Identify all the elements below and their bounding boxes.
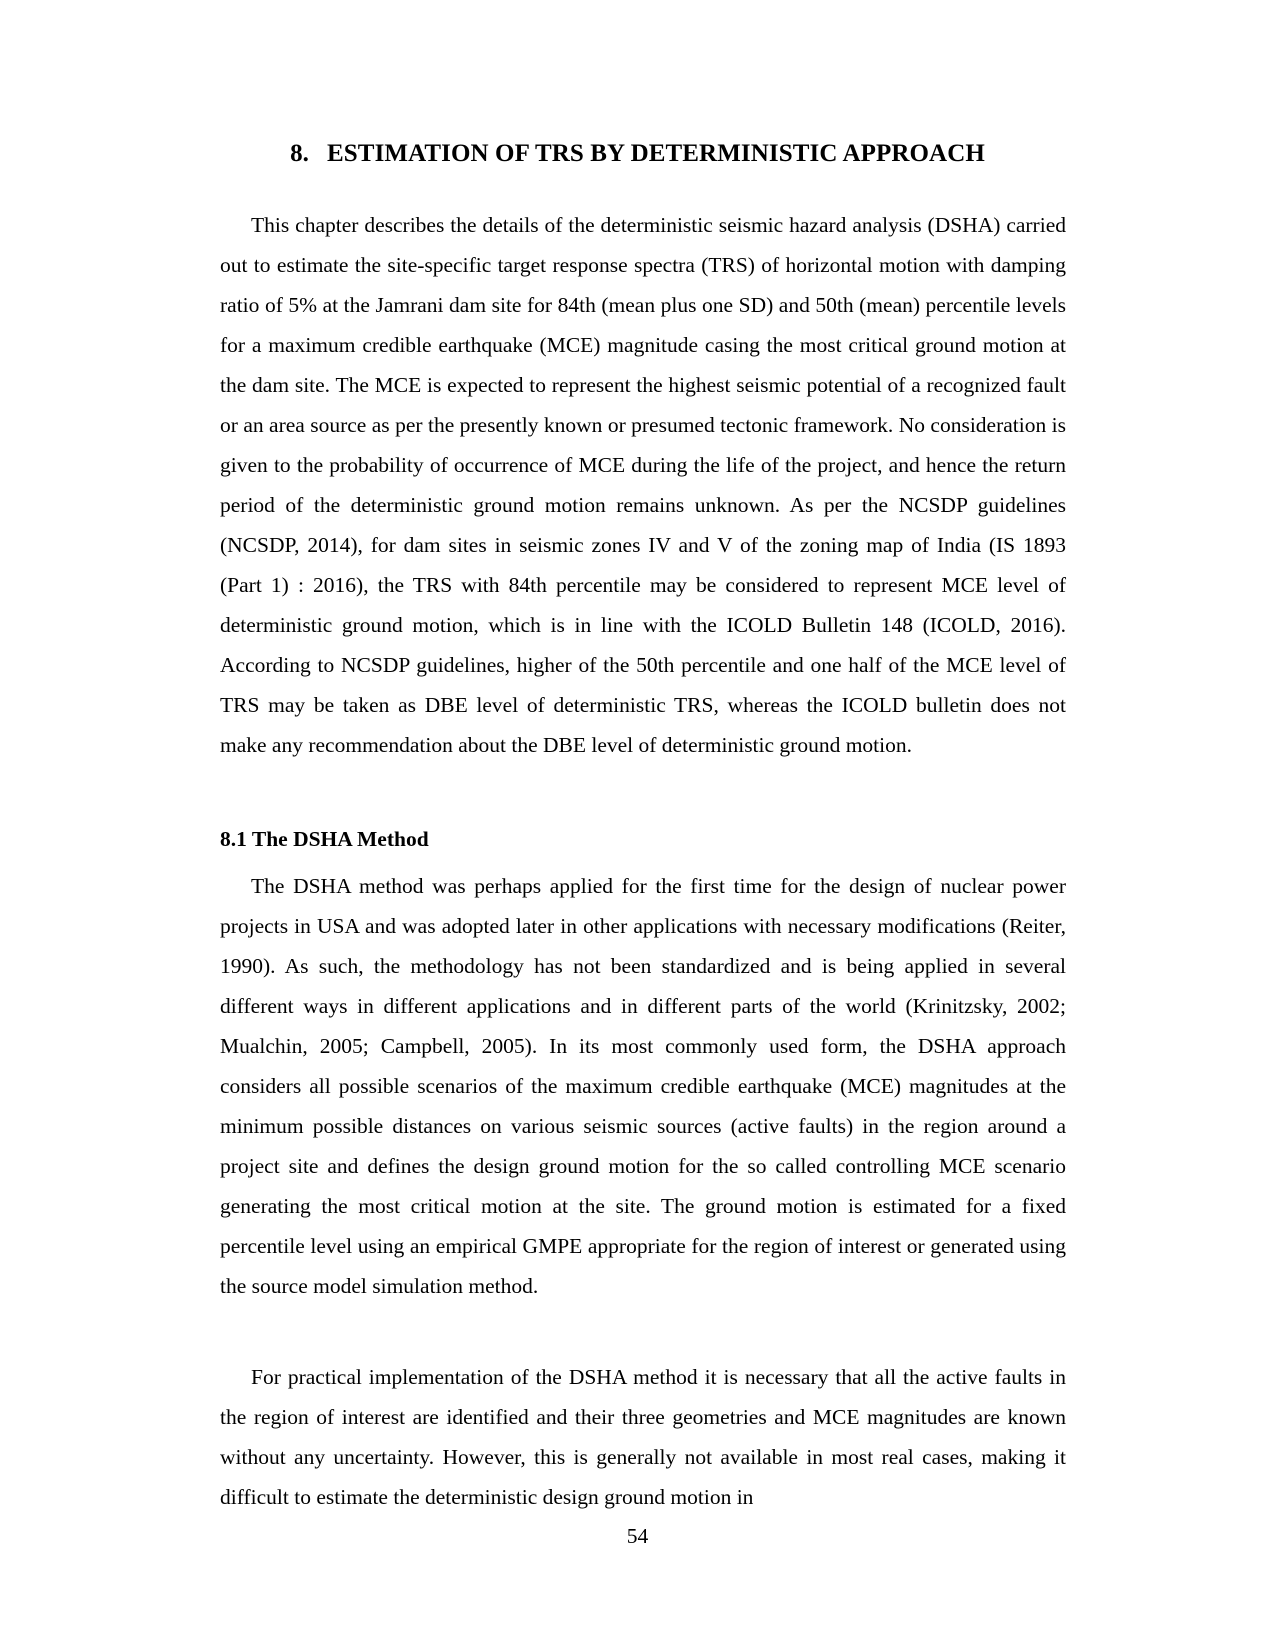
intro-paragraph: This chapter describes the details of the deterministic seismic hazard analysis (DSHA) carried out to estimate the site-specific target response spectra (TRS) of horizontal motion with damping ratio of 5% at the Jamrani dam site for 84th (mean plus one SD) and 50th (mean) percentile levels for a maximum credible earthquake (MCE) magnitude casing the most critical ground motion at the dam site. The MCE is expected to represent the highest seismic potential of a recognized fault or an area source as per the presently known or presumed tectonic framework. No consideration is given to the probability of occurrence of MCE during the life of the project, and hence the return period of the deterministic ground motion remains unknown. As per the NCSDP guidelines (NCSDP, 2014), for dam sites in seismic zones IV and V of the zoning map of India (IS 1893 (Part 1) : 2016), the TRS with 84th percentile may be considered to represent MCE level of deterministic ground motion, which is in line with the ICOLD Bulletin 148 (ICOLD, 2016). According to NCSDP guidelines, higher of the 50th percentile and one half of the MCE level of TRS may be taken as DBE level of deterministic TRS, whereas the ICOLD bulletin does not make any recommendation about the DBE level of deterministic ground motion. [220,213,1066,757]
chapter-title [0,140,1275,168]
method-paragraph: The DSHA method was perhaps applied for the first time for the design of nuclear power projects in USA and was adopted later in other applications with necessary modifications (Reiter, 1990). As such, the methodology has not been standardized and is being applied in several different ways in different applications and in different parts of the world (Krinitzsky, 2002; Mualchin, 2005; Campbell, 2005). In its most commonly used form, the DSHA approach considers all possible scenarios of the maximum credible earthquake (MCE) magnitudes at the minimum possible distances on various seismic sources (active faults) in the region around a project site and defines the design ground motion for the so called controlling MCE scenario generating the most critical motion at the site. The ground motion is estimated for a fixed percentile level using an empirical GMPE appropriate for the region of interest or generated using the source model simulation method. [220,874,1066,1298]
chapter-title-text: ESTIMATION OF TRS BY DETERMINISTIC APPROACH [327,140,985,167]
page-number: 54 [626,1524,649,1548]
practical-paragraph: For practical implementation of the DSHA method it is necessary that all the active faults in the region of interest are identified and their three geometries and MCE magnitudes are known without any uncertainty. However, this is generally not available in most real cases, making it difficult to estimate the deterministic design ground motion in [220,1365,1066,1509]
chapter-number: 8. [290,140,310,167]
section-heading: 8.1 The DSHA Method [220,827,429,851]
